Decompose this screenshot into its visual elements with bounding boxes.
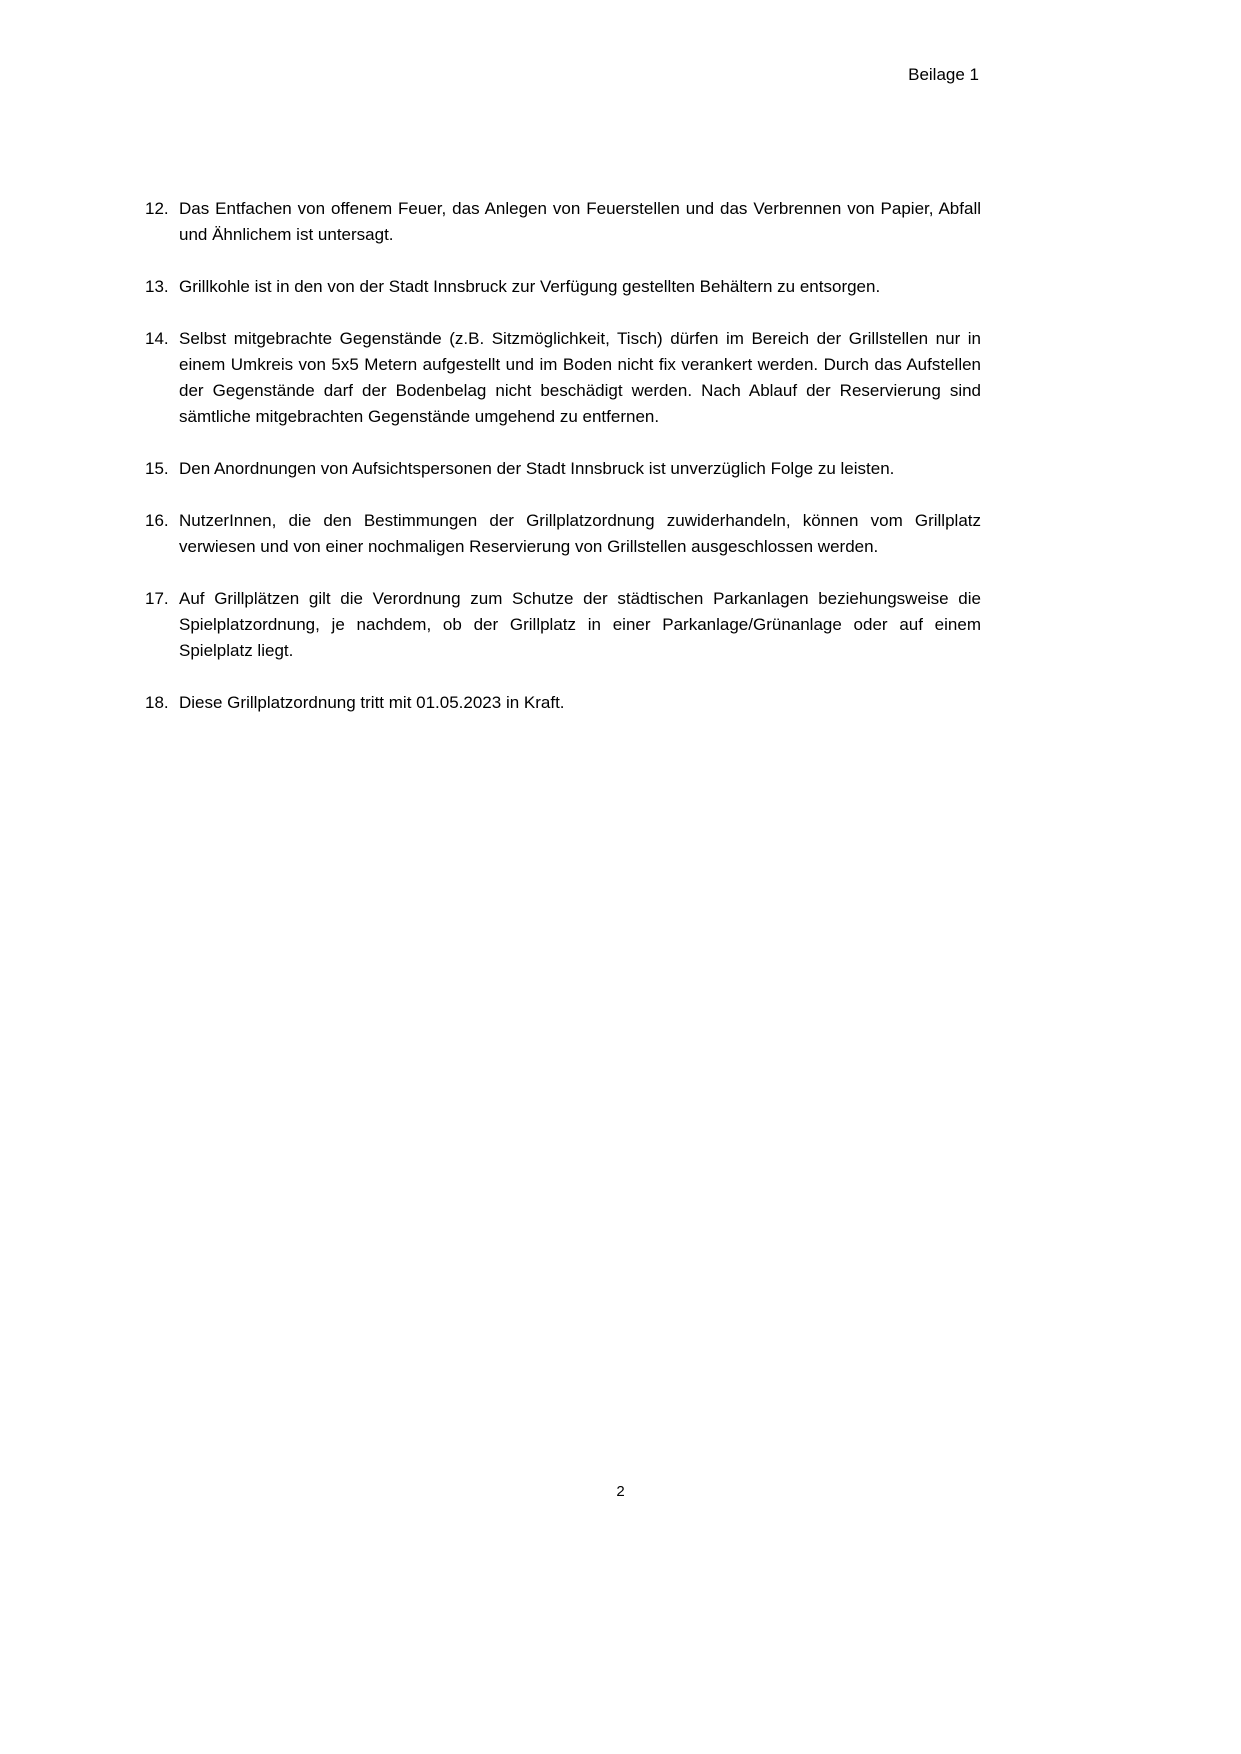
list-item bbox=[145, 326, 981, 430]
list-item-number: 18. bbox=[145, 693, 169, 712]
document-body bbox=[145, 196, 981, 742]
list-item bbox=[145, 586, 981, 664]
list-item-number: 12. bbox=[145, 199, 169, 218]
list-item-number: 15. bbox=[145, 459, 169, 478]
list-item bbox=[145, 508, 981, 560]
list-item-number: 14. bbox=[145, 329, 169, 348]
list-item-number: 16. bbox=[145, 511, 169, 530]
list-item bbox=[145, 690, 981, 716]
list-item-text: Grillkohle ist in den von der Stadt Innsbruck zur Verfügung gestellten Behältern zu entsorgen. bbox=[179, 277, 881, 296]
list-item-number: 17. bbox=[145, 589, 169, 608]
list-item-text: NutzerInnen, die den Bestimmungen der Grillplatzordnung zuwiderhandeln, können vom Grillplatz verwiesen und von einer nochmaligen Reservierung von Grillstellen ausgeschlossen werden. bbox=[179, 511, 981, 556]
list-item-text: Auf Grillplätzen gilt die Verordnung zum Schutze der städtischen Parkanlagen beziehungsweise die Spielplatzordnung, je nachdem, ob der Grillplatz in einer Parkanlage/Grünanlage oder auf einem Spielplatz liegt. bbox=[179, 589, 981, 660]
list-item-text: Das Entfachen von offenem Feuer, das Anlegen von Feuerstellen und das Verbrennen von Papier, Abfall und Ähnlichem ist untersagt. bbox=[179, 199, 981, 244]
list-item bbox=[145, 456, 981, 482]
list-item-number: 13. bbox=[145, 277, 169, 296]
list-item bbox=[145, 196, 981, 248]
list-item-text: Diese Grillplatzordnung tritt mit 01.05.2023 in Kraft. bbox=[179, 693, 565, 712]
list-item-text: Den Anordnungen von Aufsichtspersonen der Stadt Innsbruck ist unverzüglich Folge zu leisten. bbox=[179, 459, 895, 478]
page-header-label: Beilage 1 bbox=[908, 65, 979, 84]
page-number: 2 bbox=[616, 1483, 625, 1500]
list-item bbox=[145, 274, 981, 300]
list-item-text: Selbst mitgebrachte Gegenstände (z.B. Sitzmöglichkeit, Tisch) dürfen im Bereich der Grillstellen nur in einem Umkreis von 5x5 Metern aufgestellt und im Boden nicht fix verankert werden. Durch das Aufstellen der Gegenstände darf der Bodenbelag nicht beschädigt werden. Nach Ablauf der Reservierung sind sämtliche mitgebrachten Gegenstände umgehend zu entfernen. bbox=[179, 329, 981, 426]
